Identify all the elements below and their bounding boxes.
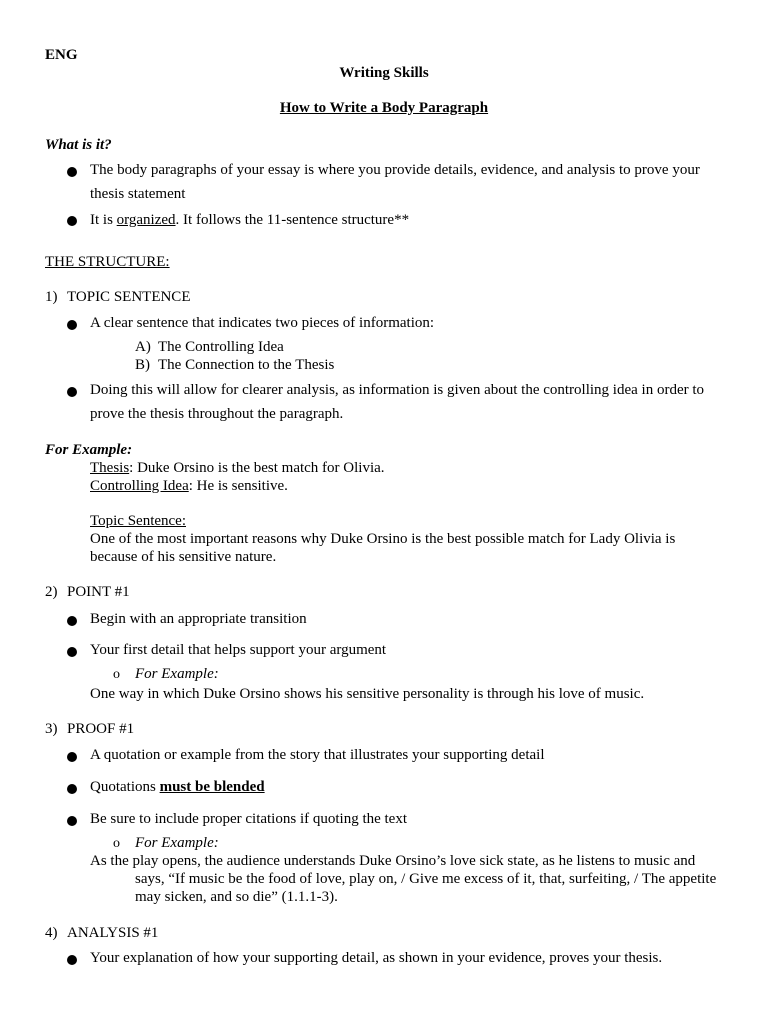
quotations-text: Quotations xyxy=(90,779,160,795)
section-1-title: TOPIC SENTENCE xyxy=(67,289,191,305)
bullet-icon xyxy=(67,752,77,762)
bullet-icon xyxy=(67,320,77,330)
section-2-title: POINT #1 xyxy=(67,584,130,600)
section-2-number: 2) xyxy=(45,584,58,600)
section-3-bullet-2 xyxy=(90,779,265,796)
bullet-icon xyxy=(67,955,77,965)
what-is-it-heading: What is it? xyxy=(45,137,112,153)
section-3-title: PROOF #1 xyxy=(67,721,135,737)
topic-sentence-line-2: because of his sensitive nature. xyxy=(90,549,277,565)
controlling-idea-label: Controlling Idea xyxy=(90,478,189,494)
section-3-number: 3) xyxy=(45,721,58,737)
section-1-number: 1) xyxy=(45,289,58,305)
topic-sentence-label: Topic Sentence: xyxy=(90,513,186,529)
section-1-sub-b-label: B) xyxy=(135,357,150,373)
document-subtitle xyxy=(0,100,768,117)
bullet-icon xyxy=(67,216,77,226)
bullet-icon xyxy=(67,167,77,177)
must-be-blended-text: must be blended xyxy=(159,779,265,795)
bullet-2-pre: It is xyxy=(90,212,117,228)
bullet-2-post: . It follows the 11-sentence structure** xyxy=(175,212,410,228)
example-1-thesis xyxy=(90,460,385,477)
document-title: Writing Skills xyxy=(339,65,429,81)
section-1-bullet-1: A clear sentence that indicates two pieces of information: xyxy=(90,315,435,331)
section-1-bullet-2-line-1: Doing this will allow for clearer analysis, as information is given about the controlling idea in order to xyxy=(90,382,705,398)
section-1-bullet-2-line-2: prove the thesis throughout the paragraph. xyxy=(90,406,344,422)
section-3-example-line-1: As the play opens, the audience understands Duke Orsino’s love sick state, as he listens to music and xyxy=(90,853,696,869)
section-2-example: One way in which Duke Orsino shows his sensitive personality is through his love of music. xyxy=(90,686,645,702)
hollow-bullet-icon: o xyxy=(113,836,120,851)
example-1-controlling-idea xyxy=(90,478,288,495)
section-2-for-example: For Example: xyxy=(135,666,219,682)
section-2-bullet-1: Begin with an appropriate transition xyxy=(90,611,307,627)
controlling-idea-text: : He is sensitive. xyxy=(188,478,288,494)
what-is-it-bullet-2 xyxy=(90,212,409,229)
section-2-bullet-2: Your first detail that helps support your argument xyxy=(90,642,387,658)
section-1-sub-b: The Connection to the Thesis xyxy=(158,357,335,373)
bullet-icon xyxy=(67,616,77,626)
section-4-title: ANALYSIS #1 xyxy=(67,925,159,941)
section-4-number: 4) xyxy=(45,925,58,941)
section-3-example-line-2: says, “If music be the food of love, play on, / Give me excess of it, that, surfeiting, / The appetite xyxy=(135,871,717,887)
section-3-bullet-3: Be sure to include proper citations if quoting the text xyxy=(90,811,408,827)
section-4-bullet-1: Your explanation of how your supporting detail, as shown in your evidence, proves your thesis. xyxy=(90,950,663,966)
hollow-bullet-icon: o xyxy=(113,667,120,682)
bullet-icon xyxy=(67,816,77,826)
bullet-icon xyxy=(67,387,77,397)
course-label: ENG xyxy=(45,47,78,63)
thesis-text: : Duke Orsino is the best match for Olivia. xyxy=(129,460,385,476)
section-1-sub-a-label: A) xyxy=(135,339,151,355)
what-is-it-bullet-1-line-2: thesis statement xyxy=(90,186,186,202)
topic-sentence-line-1: One of the most important reasons why Duke Orsino is the best possible match for Lady Olivia is xyxy=(90,531,676,547)
subtitle-text: How to Write a Body Paragraph xyxy=(279,100,489,116)
structure-heading: THE STRUCTURE: xyxy=(45,254,170,270)
bullet-icon xyxy=(67,784,77,794)
section-3-example-line-3: may sicken, and so die” (1.1.1-3). xyxy=(135,889,338,905)
section-3-bullet-1: A quotation or example from the story that illustrates your supporting detail xyxy=(90,747,545,763)
what-is-it-bullet-1-line-1: The body paragraphs of your essay is where you provide details, evidence, and analysis to prove your xyxy=(90,162,700,178)
thesis-label: Thesis xyxy=(90,460,130,476)
bullet-2-organized: organized xyxy=(116,212,176,228)
example-1-heading: For Example: xyxy=(45,442,133,458)
section-3-for-example: For Example: xyxy=(135,835,219,851)
section-1-sub-a: The Controlling Idea xyxy=(158,339,284,355)
bullet-icon xyxy=(67,647,77,657)
